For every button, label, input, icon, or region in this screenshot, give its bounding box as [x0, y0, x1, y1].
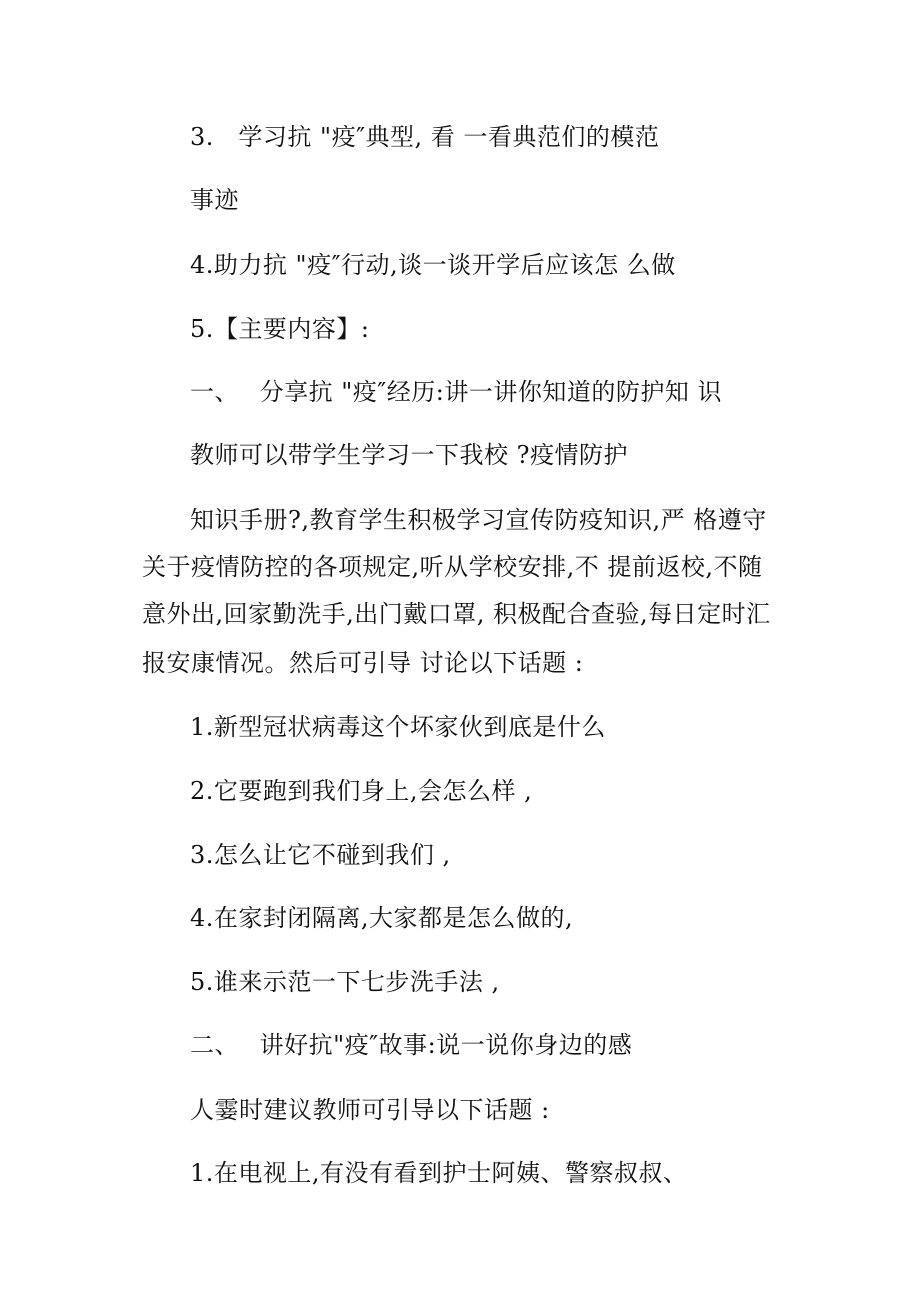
text-line-10: 报安康情况。然后可引导 讨论以下话题 : — [142, 649, 584, 677]
text-line-6: 教师可以带学生学习一下我校 ?疫情防护 — [190, 441, 628, 469]
text-line-5: 一、 分享抗 "疫″经历:讲一讲你知道的防护知 识 — [190, 378, 722, 406]
text-line-4: 5.【主要内容】: — [190, 315, 370, 343]
text-line-14: 4.在家封闭隔离,大家都是怎么做的, — [190, 904, 574, 932]
text-line-15: 5.谁来示范一下七步洗手法 , — [190, 968, 500, 996]
text-line-3: 4.助力抗 "疫″行动,谈一谈开学后应该怎 么做 — [190, 251, 676, 279]
text-line-7: 知识手册?,教育学生积极学习宣传防疫知识,严 格遵守 — [190, 506, 767, 534]
text-line-16: 二、 讲好抗"疫″故事:说一说你身边的感 — [190, 1031, 633, 1059]
text-line-12: 2.它要跑到我们身上,会怎么样 , — [190, 777, 533, 805]
text-line-2: 事迹 — [190, 186, 239, 214]
text-line-17: 人霎时建议教师可引导以下话题 : — [190, 1096, 550, 1124]
text-line-9: 意外出,回家勤洗手,出门戴口罩, 积极配合查验,每日定时汇 — [142, 600, 771, 628]
text-line-18: 1.在电视上,有没有看到护士阿姨、警察叔叔、 — [190, 1159, 688, 1187]
text-line-1: 3. 学习抗 "疫″典型, 看 一看典范们的模范 — [190, 123, 660, 151]
text-line-13: 3.怎么让它不碰到我们 , — [190, 841, 451, 869]
text-line-11: 1.新型冠状病毒这个坏家伙到底是什么 — [190, 713, 606, 741]
text-line-8: 关于疫情防控的各项规定,听从学校安排,不 提前返校,不随 — [142, 553, 763, 581]
